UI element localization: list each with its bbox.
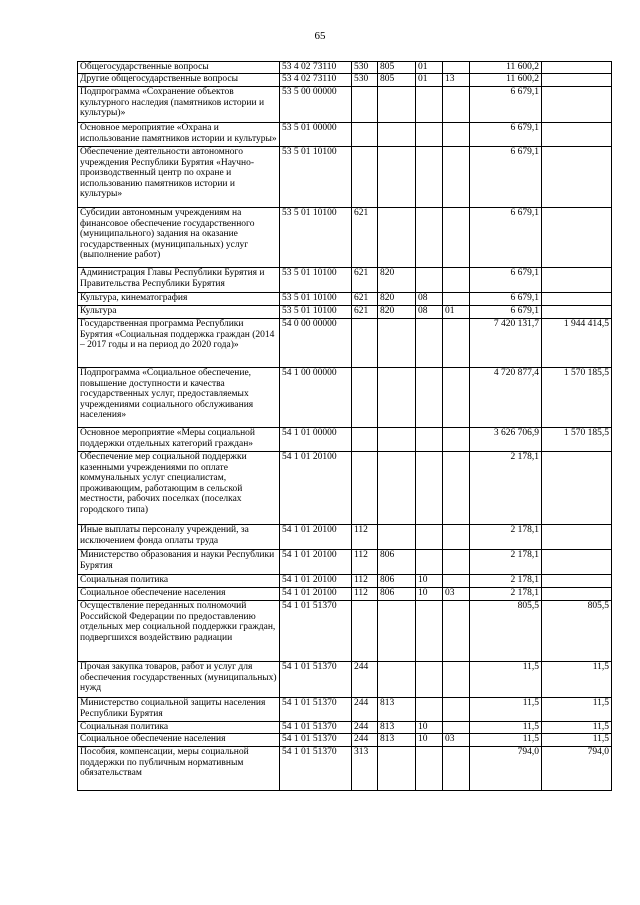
ministry-code-cell: 820 [378, 306, 416, 319]
amount-total-cell: 2 178,1 [470, 588, 542, 601]
section-cell [416, 698, 443, 722]
expense-type-cell [352, 601, 378, 662]
row-name-cell: Субсидии автономным учреждениям на финансовое обеспечение государственного (муниципального) задания на оказание государственных (муниципальных) услуг (выполнение работ) [78, 208, 280, 268]
section-cell [416, 319, 443, 368]
amount-total-cell: 6 679,1 [470, 306, 542, 319]
section-cell: 01 [416, 62, 443, 74]
row-name-cell: Основное мероприятие «Меры социальной поддержки отдельных категорий граждан» [78, 428, 280, 452]
target-code-cell: 54 1 01 00000 [280, 428, 352, 452]
amount-federal-cell: 11,5 [542, 662, 612, 698]
table-row [78, 601, 612, 662]
table-row [78, 550, 612, 575]
ministry-code-cell: 813 [378, 722, 416, 734]
table-row [78, 74, 612, 87]
table-row [78, 747, 612, 791]
amount-federal-cell [542, 293, 612, 306]
amount-federal-cell: 1 570 185,5 [542, 428, 612, 452]
subsection-cell: 03 [443, 588, 470, 601]
table-row [78, 428, 612, 452]
amount-total-cell: 11 600,2 [470, 62, 542, 74]
amount-federal-cell: 11,5 [542, 734, 612, 747]
expense-type-cell: 621 [352, 268, 378, 293]
amount-total-cell: 11,5 [470, 722, 542, 734]
expense-type-cell: 530 [352, 62, 378, 74]
target-code-cell: 53 5 01 10100 [280, 268, 352, 293]
expense-type-cell [352, 123, 378, 147]
expense-type-cell [352, 368, 378, 428]
amount-total-cell: 2 178,1 [470, 452, 542, 525]
ministry-code-cell: 805 [378, 62, 416, 74]
subsection-cell [443, 62, 470, 74]
subsection-cell [443, 87, 470, 123]
amount-federal-cell [542, 74, 612, 87]
section-cell: 10 [416, 722, 443, 734]
expense-type-cell [352, 319, 378, 368]
amount-total-cell: 11,5 [470, 698, 542, 722]
row-name-cell: Социальное обеспечение населения [78, 734, 280, 747]
target-code-cell: 53 5 01 00000 [280, 123, 352, 147]
row-name-cell: Министерство образования и науки Республики Бурятия [78, 550, 280, 575]
page-number: 65 [314, 30, 326, 42]
amount-total-cell: 2 178,1 [470, 550, 542, 575]
target-code-cell: 54 1 01 51370 [280, 747, 352, 791]
expense-type-cell: 112 [352, 575, 378, 588]
subsection-cell: 01 [443, 306, 470, 319]
amount-total-cell: 6 679,1 [470, 293, 542, 306]
section-cell [416, 268, 443, 293]
amount-federal-cell [542, 550, 612, 575]
expense-type-cell: 621 [352, 208, 378, 268]
expense-type-cell: 244 [352, 722, 378, 734]
table-row [78, 525, 612, 550]
amount-federal-cell [542, 123, 612, 147]
amount-federal-cell: 805,5 [542, 601, 612, 662]
row-name-cell: Иные выплаты персоналу учреждений, за исключением фонда оплаты труда [78, 525, 280, 550]
target-code-cell: 53 5 01 10100 [280, 147, 352, 208]
table-row [78, 734, 612, 747]
budget-table [77, 61, 612, 791]
amount-federal-cell [542, 87, 612, 123]
amount-federal-cell [542, 575, 612, 588]
amount-total-cell: 6 679,1 [470, 147, 542, 208]
section-cell [416, 428, 443, 452]
amount-federal-cell [542, 452, 612, 525]
section-cell [416, 452, 443, 525]
section-cell [416, 601, 443, 662]
section-cell [416, 525, 443, 550]
target-code-cell: 54 1 01 20100 [280, 525, 352, 550]
amount-federal-cell [542, 525, 612, 550]
target-code-cell: 54 1 01 51370 [280, 698, 352, 722]
expense-type-cell [352, 87, 378, 123]
table-row [78, 123, 612, 147]
ministry-code-cell [378, 87, 416, 123]
amount-total-cell: 6 679,1 [470, 268, 542, 293]
amount-total-cell: 6 679,1 [470, 208, 542, 268]
ministry-code-cell [378, 662, 416, 698]
row-name-cell: Общегосударственные вопросы [78, 62, 280, 74]
ministry-code-cell: 813 [378, 698, 416, 722]
table-row [78, 662, 612, 698]
ministry-code-cell [378, 525, 416, 550]
section-cell [416, 747, 443, 791]
ministry-code-cell: 813 [378, 734, 416, 747]
expense-type-cell: 112 [352, 550, 378, 575]
amount-total-cell: 794,0 [470, 747, 542, 791]
subsection-cell [443, 575, 470, 588]
expense-type-cell: 621 [352, 306, 378, 319]
table-row [78, 575, 612, 588]
amount-total-cell: 2 178,1 [470, 575, 542, 588]
ministry-code-cell [378, 208, 416, 268]
amount-federal-cell [542, 208, 612, 268]
row-name-cell: Администрация Главы Республики Бурятия и Правительства Республики Бурятия [78, 268, 280, 293]
table-row [78, 208, 612, 268]
ministry-code-cell: 806 [378, 575, 416, 588]
target-code-cell: 54 1 01 20100 [280, 452, 352, 525]
amount-federal-cell: 794,0 [542, 747, 612, 791]
ministry-code-cell [378, 452, 416, 525]
row-name-cell: Культура, кинематография [78, 293, 280, 306]
ministry-code-cell [378, 368, 416, 428]
subsection-cell [443, 525, 470, 550]
target-code-cell: 54 1 01 51370 [280, 601, 352, 662]
amount-federal-cell: 11,5 [542, 722, 612, 734]
table-row [78, 452, 612, 525]
amount-federal-cell [542, 306, 612, 319]
row-name-cell: Государственная программа Республики Бурятия «Социальная поддержка граждан (2014 – 2017 годы и на период до 2020 года)» [78, 319, 280, 368]
target-code-cell: 54 1 01 51370 [280, 662, 352, 698]
amount-federal-cell: 1 944 414,5 [542, 319, 612, 368]
table-row [78, 268, 612, 293]
target-code-cell: 53 4 02 73110 [280, 62, 352, 74]
target-code-cell: 53 5 01 10100 [280, 306, 352, 319]
amount-total-cell: 2 178,1 [470, 525, 542, 550]
amount-total-cell: 11 600,2 [470, 74, 542, 87]
row-name-cell: Культура [78, 306, 280, 319]
amount-total-cell: 3 626 706,9 [470, 428, 542, 452]
target-code-cell: 54 1 01 20100 [280, 550, 352, 575]
amount-total-cell: 805,5 [470, 601, 542, 662]
subsection-cell [443, 550, 470, 575]
amount-total-cell: 6 679,1 [470, 87, 542, 123]
section-cell [416, 208, 443, 268]
amount-federal-cell: 11,5 [542, 698, 612, 722]
amount-total-cell: 11,5 [470, 662, 542, 698]
subsection-cell [443, 268, 470, 293]
subsection-cell [443, 123, 470, 147]
section-cell [416, 147, 443, 208]
table-row [78, 588, 612, 601]
row-name-cell: Подпрограмма «Социальное обеспечение, повышение доступности и качества государственных услуг, предоставляемых учреждениями социального обслуживания населения» [78, 368, 280, 428]
section-cell: 10 [416, 734, 443, 747]
target-code-cell: 54 0 00 00000 [280, 319, 352, 368]
subsection-cell: 13 [443, 74, 470, 87]
subsection-cell [443, 428, 470, 452]
subsection-cell [443, 147, 470, 208]
expense-type-cell: 530 [352, 74, 378, 87]
subsection-cell [443, 208, 470, 268]
amount-total-cell: 11,5 [470, 734, 542, 747]
target-code-cell: 54 1 01 20100 [280, 575, 352, 588]
section-cell: 10 [416, 588, 443, 601]
ministry-code-cell: 805 [378, 74, 416, 87]
section-cell: 01 [416, 74, 443, 87]
subsection-cell [443, 601, 470, 662]
table-row [78, 368, 612, 428]
target-code-cell: 54 1 01 51370 [280, 722, 352, 734]
target-code-cell: 53 5 00 00000 [280, 87, 352, 123]
ministry-code-cell: 806 [378, 550, 416, 575]
table-row [78, 722, 612, 734]
expense-type-cell: 244 [352, 698, 378, 722]
amount-total-cell: 6 679,1 [470, 123, 542, 147]
section-cell [416, 550, 443, 575]
row-name-cell: Основное мероприятие «Охрана и использование памятников истории и культуры» [78, 123, 280, 147]
subsection-cell [443, 747, 470, 791]
subsection-cell [443, 368, 470, 428]
row-name-cell: Министерство социальной защиты населения Республики Бурятия [78, 698, 280, 722]
table-body [78, 62, 612, 791]
row-name-cell: Социальная политика [78, 722, 280, 734]
section-cell [416, 87, 443, 123]
section-cell [416, 368, 443, 428]
subsection-cell [443, 293, 470, 306]
table-row [78, 306, 612, 319]
row-name-cell: Социальное обеспечение населения [78, 588, 280, 601]
expense-type-cell: 244 [352, 734, 378, 747]
target-code-cell: 53 5 01 10100 [280, 208, 352, 268]
expense-type-cell: 244 [352, 662, 378, 698]
subsection-cell [443, 722, 470, 734]
ministry-code-cell [378, 428, 416, 452]
amount-federal-cell [542, 147, 612, 208]
expense-type-cell: 313 [352, 747, 378, 791]
expense-type-cell: 621 [352, 293, 378, 306]
row-name-cell: Прочая закупка товаров, работ и услуг для обеспечения государственных (муниципальных) нужд [78, 662, 280, 698]
subsection-cell [443, 698, 470, 722]
ministry-code-cell [378, 319, 416, 368]
ministry-code-cell: 820 [378, 293, 416, 306]
amount-total-cell: 4 720 877,4 [470, 368, 542, 428]
expense-type-cell [352, 147, 378, 208]
subsection-cell [443, 319, 470, 368]
target-code-cell: 54 1 01 20100 [280, 588, 352, 601]
expense-type-cell [352, 452, 378, 525]
table-row [78, 87, 612, 123]
amount-federal-cell: 1 570 185,5 [542, 368, 612, 428]
section-cell: 10 [416, 575, 443, 588]
target-code-cell: 54 1 01 51370 [280, 734, 352, 747]
ministry-code-cell [378, 747, 416, 791]
expense-type-cell: 112 [352, 525, 378, 550]
row-name-cell: Подпрограмма «Сохранение объектов культурного наследия (памятников истории и культуры)» [78, 87, 280, 123]
ministry-code-cell: 806 [378, 588, 416, 601]
table-row [78, 698, 612, 722]
subsection-cell: 03 [443, 734, 470, 747]
ministry-code-cell [378, 601, 416, 662]
target-code-cell: 54 1 00 00000 [280, 368, 352, 428]
table-row [78, 62, 612, 74]
ministry-code-cell: 820 [378, 268, 416, 293]
amount-total-cell: 7 420 131,7 [470, 319, 542, 368]
table-row [78, 147, 612, 208]
expense-type-cell [352, 428, 378, 452]
section-cell: 08 [416, 306, 443, 319]
table-row [78, 293, 612, 306]
target-code-cell: 53 5 01 10100 [280, 293, 352, 306]
amount-federal-cell [542, 62, 612, 74]
row-name-cell: Обеспечение мер социальной поддержки казенными учреждениями по оплате коммунальных услуг специалистам, проживающим, работающим в сельской местности, рабочих поселках (поселках городского типа) [78, 452, 280, 525]
amount-federal-cell [542, 588, 612, 601]
row-name-cell: Социальная политика [78, 575, 280, 588]
section-cell [416, 123, 443, 147]
section-cell [416, 662, 443, 698]
row-name-cell: Пособия, компенсации, меры социальной поддержки по публичным нормативным обязательствам [78, 747, 280, 791]
amount-federal-cell [542, 268, 612, 293]
row-name-cell: Другие общегосударственные вопросы [78, 74, 280, 87]
row-name-cell: Обеспечение деятельности автономного учреждения Республики Бурятия «Научно-производственный центр по охране и использованию памятников истории и культуры» [78, 147, 280, 208]
row-name-cell: Осуществление переданных полномочий Российской Федерации по предоставлению отдельных мер социальной поддержки граждан, подвергшихся воздействию радиации [78, 601, 280, 662]
subsection-cell [443, 662, 470, 698]
target-code-cell: 53 4 02 73110 [280, 74, 352, 87]
ministry-code-cell [378, 123, 416, 147]
table-row [78, 319, 612, 368]
section-cell: 08 [416, 293, 443, 306]
subsection-cell [443, 452, 470, 525]
ministry-code-cell [378, 147, 416, 208]
expense-type-cell: 112 [352, 588, 378, 601]
